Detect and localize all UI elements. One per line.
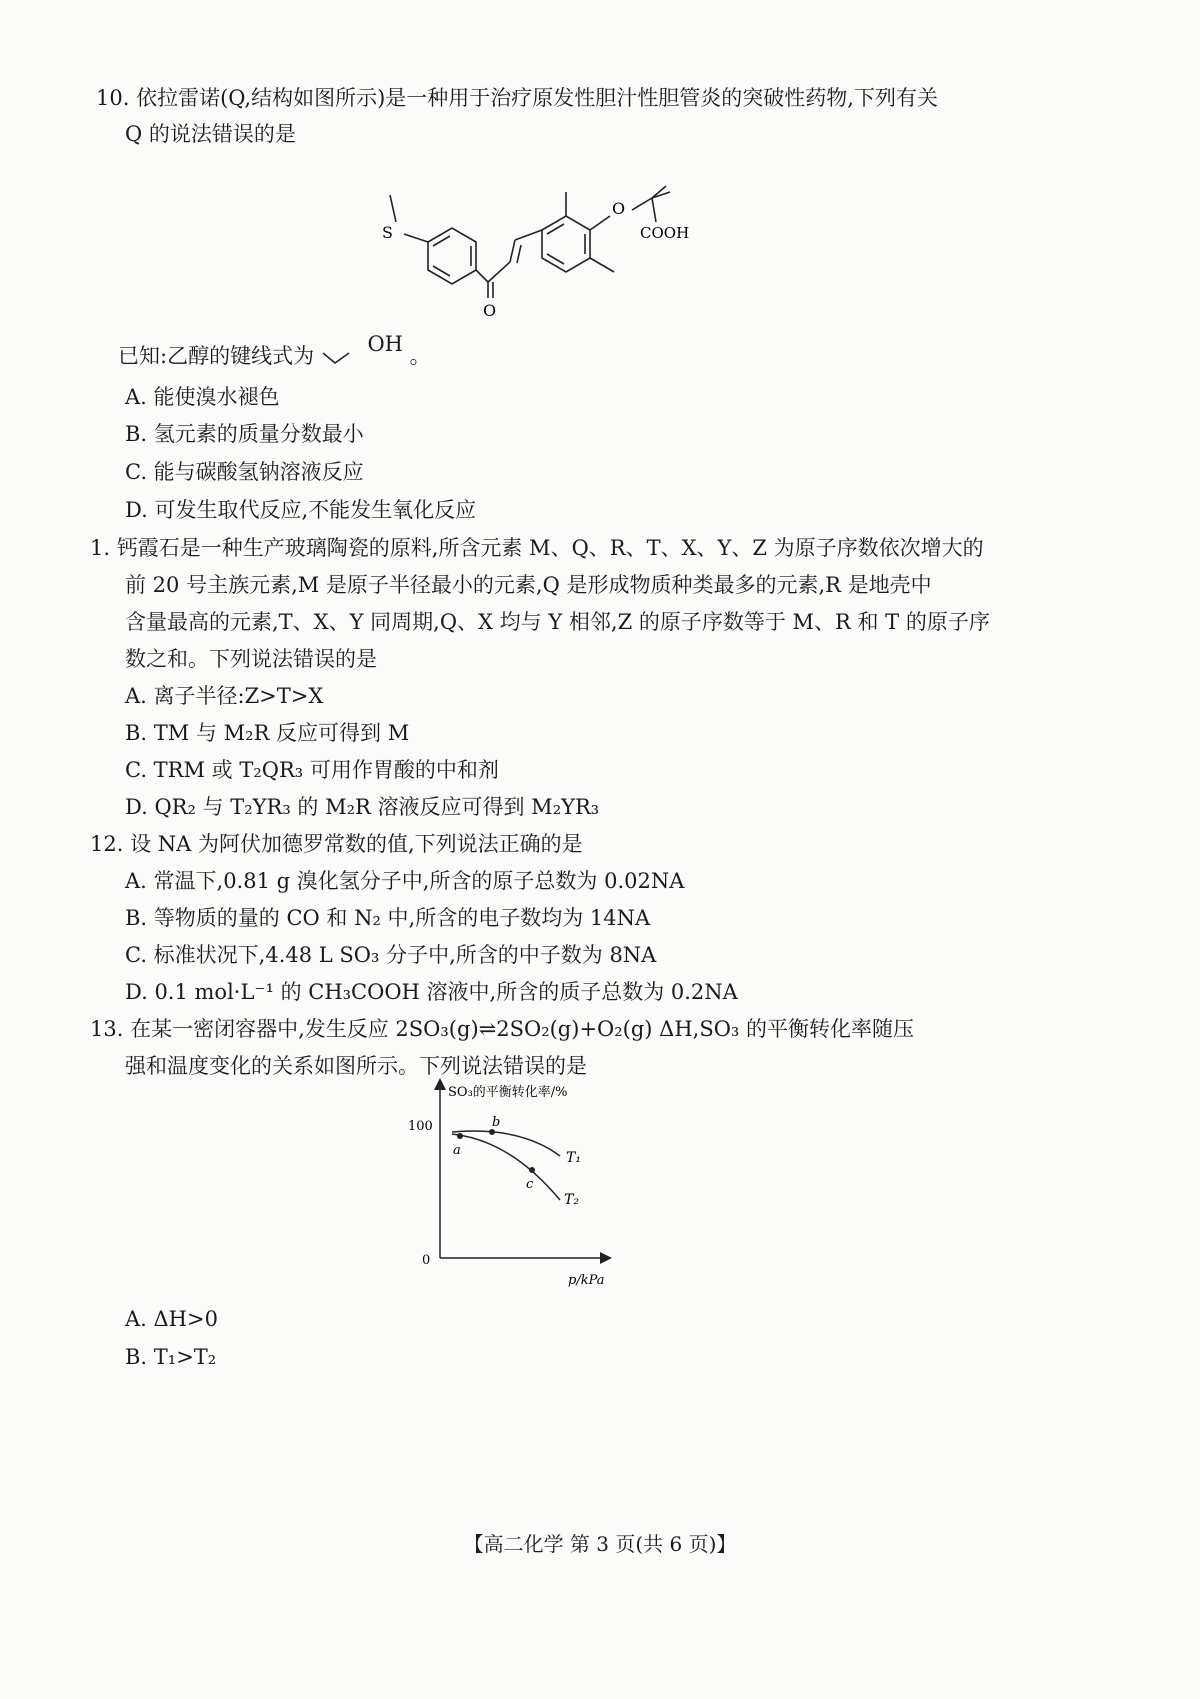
point-label-c: c [526,1177,534,1192]
y-axis-label: SO₃的平衡转化率/% [448,1085,568,1100]
q11-option-a: A. 离子半径:Z>T>X [125,684,324,708]
q10-option-d: D. 可发生取代反应,不能发生氧化反应 [125,498,477,522]
structure-label-o-ketone: O [483,301,497,320]
q10-option-a: A. 能使溴水褪色 [125,385,280,409]
q10-option-b: B. 氢元素的质量分数最小 [125,422,364,446]
y-tick-0: 0 [422,1253,431,1268]
q12-option-d: D. 0.1 mol·L⁻¹ 的 CH₃COOH 溶液中,所含的质子总数为 0.2NA [125,980,738,1004]
q12-option-c: C. 标准状况下,4.48 L SO₃ 分子中,所含的中子数为 8NA [125,943,657,967]
q12-stem: 12. 设 NA 为阿伏加德罗常数的值,下列说法正确的是 [90,832,583,856]
y-tick-100: 100 [408,1119,433,1134]
structure-label-s: S [382,223,393,242]
q10-note-prefix: 已知:乙醇的键线式为 [118,344,315,368]
series-label-t2: T₂ [564,1192,579,1208]
q10-note [118,332,431,370]
q13-chart [400,1078,660,1293]
series-t2-line [452,1134,560,1200]
q13-option-a: A. ΔH>0 [125,1307,218,1331]
q13-stem-line1: 13. 在某一密闭容器中,发生反应 2SO₃(g)⇌2SO₂(g)+O₂(g) ΔH,SO₃ 的平衡转化率随压 [90,1017,915,1041]
q10-stem-line1: 10. 依拉雷诺(Q,结构如图所示)是一种用于治疗原发性胆汁性胆管炎的突破性药物,下列有关 [96,86,938,110]
q11-option-d: D. QR₂ 与 T₂YR₃ 的 M₂R 溶液反应可得到 M₂YR₃ [125,795,600,819]
q13-stem-line2: 强和温度变化的关系如图所示。下列说法错误的是 [125,1054,587,1078]
q10-stem-line2: Q 的说法错误的是 [125,122,296,146]
q12-option-a: A. 常温下,0.81 g 溴化氢分子中,所含的原子总数为 0.02NA [125,869,685,893]
point-label-b: b [492,1115,501,1130]
point-c [529,1167,535,1173]
q11-option-b: B. TM 与 M₂R 反应可得到 M [125,721,410,745]
x-axis-label: p/kPa [568,1273,605,1288]
q11-stem-line3: 含量最高的元素,T、X、Y 同周期,Q、X 均与 Y 相邻,Z 的原子序数等于 M、R 和 T 的原子序 [125,610,990,634]
structure-label-cooh: COOH [640,224,690,242]
q11-stem-line4: 数之和。下列说法错误的是 [125,647,377,671]
q11-stem-line2: 前 20 号主族元素,M 是原子半径最小的元素,Q 是形成物质种类最多的元素,R 是地壳中 [125,573,932,597]
q10-note-oh: OH [367,332,403,356]
q10-note-suffix: 。 [409,344,431,368]
q10-option-c: C. 能与碳酸氢钠溶液反应 [125,460,364,484]
point-label-a: a [453,1143,461,1158]
ethanol-skeletal-icon [321,347,361,367]
point-a [457,1133,463,1139]
q12-option-b: B. 等物质的量的 CO 和 N₂ 中,所含的电子数均为 14NA [125,906,651,930]
series-label-t1: T₁ [566,1150,581,1166]
structure-label-o-ether: O [612,199,626,218]
q10-structure-diagram [370,150,730,325]
page-footer: 【高二化学 第 3 页(共 6 页)】 [463,1532,737,1556]
q13-option-b: B. T₁>T₂ [125,1345,217,1369]
q11-option-c: C. TRM 或 T₂QR₃ 可用作胃酸的中和剂 [125,758,499,782]
q11-stem-line1: 1. 钙霞石是一种生产玻璃陶瓷的原料,所含元素 M、Q、R、T、X、Y、Z 为原子序数依次增大的 [90,536,984,560]
